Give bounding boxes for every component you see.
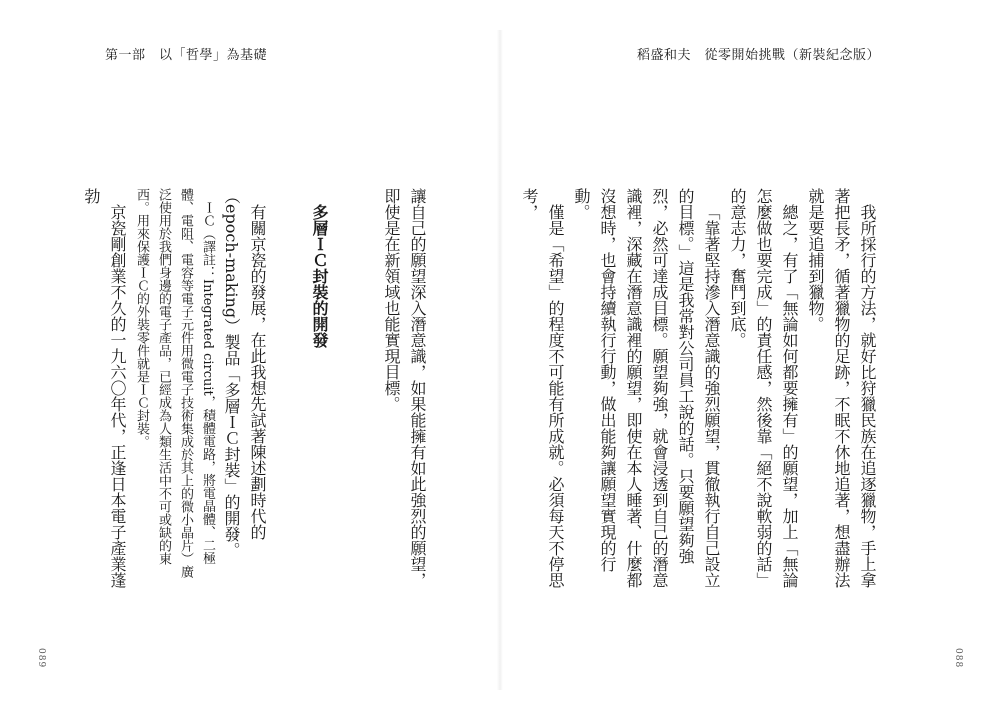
paragraph: 我所採行的方法，就好比狩獵民族在追逐獵物，手上拿著把長矛，循著獵物的足跡，不眠不休地追著，想盡辦法就是要追捕到獵物。 (806, 188, 877, 588)
running-head-left: 第一部 以「哲學」為基礎 (105, 48, 268, 63)
paragraph: 有關京瓷的發展，在此我想先試著陳述劃時代的（epoch-making）製品「多層ＩＣ封裝」的開發。 (222, 188, 267, 559)
paragraph: 「靠著堅持滲入潛意識的強烈願望，貫徹執行自己設立的目標。」這是我常對公司員工說的話。只要願望夠強烈，必然可達成目標。願望夠強，就會浸透到自己的潛意識裡，深藏在潛意識裡的願望，即使在本人睡著、什麼都沒想時，也會持續執行行動，做出能夠讓願望實現的行動。 (572, 188, 721, 588)
running-head-right: 稻盛和夫 從零開始挑戰（新裝紀念版） (636, 48, 880, 63)
paragraph: 總之，有了「無論如何都要擁有」的願望，加上「無論怎麼做也要完成」的責任感，然後靠「絕不說軟弱的話」的意志力，奮鬥到底。 (728, 188, 799, 588)
page-gutter (497, 30, 503, 690)
left-page-text (80, 188, 430, 588)
translator-note-paragraph: ＩＣ（譯註：Integrated circuit，積體電路，將電晶體、二極體、電阻、電容等電子元件用微電子技術集成於其上的微小晶片）廣泛使用於我們身邊的電子產品，已經成為人類生活中不可或缺的東西。用來保護ＩＣ的外裝零件就是ＩＣ封裝。 (134, 188, 215, 578)
paragraph: 僅是「希望」的程度不可能有所成就。必須每天不停思考， (520, 188, 565, 588)
page-number-left: 089 (36, 648, 46, 669)
page-number-right: 088 (953, 648, 963, 669)
paragraph: 讓自己的願望深入潛意識，如果能擁有如此強烈的願望，即使是在新領域也能實現目標。 (382, 188, 427, 588)
paragraph: 京瓷剛創業不久的一九六〇年代，正逢日本電子產業蓬勃 (82, 188, 127, 588)
right-page-text (520, 188, 880, 588)
section-heading: 多層ＩＣ封裝的開發 (310, 204, 329, 348)
